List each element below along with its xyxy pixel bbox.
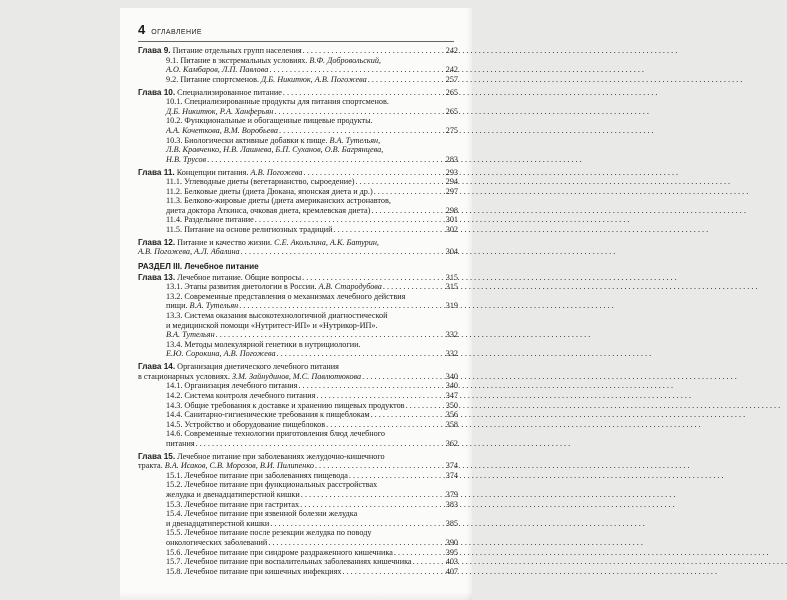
- section-entry: [138, 340, 458, 359]
- entry-line: [166, 480, 440, 490]
- entry-text: [138, 372, 361, 382]
- section-entry: [138, 116, 458, 135]
- page-ref: 275: [445, 125, 458, 135]
- section-title: онкологических заболеваний: [166, 538, 268, 548]
- dot-leader: [304, 168, 439, 178]
- entry-text: [166, 282, 382, 292]
- dot-leader: [298, 381, 439, 391]
- dot-leader: [207, 155, 439, 165]
- chapter-title: Лечебное питание при заболеваниях желудочно-кишечного: [175, 451, 385, 461]
- entry-text: [166, 65, 268, 75]
- leader-line: [166, 471, 440, 481]
- dot-leader: [368, 75, 439, 85]
- chapter-title: Лечебное питание. Общие вопросы: [175, 272, 302, 282]
- section-title: 11.5. Питание на основе религиозных традиций: [166, 225, 333, 235]
- entry-line: [166, 145, 440, 155]
- section-title: и двенадцатиперстной кишки: [166, 518, 270, 528]
- page-ref: 302: [445, 225, 458, 235]
- entry-text: [138, 46, 302, 56]
- section-title: 9.1. Питание в экстремальных условиях.: [166, 55, 310, 65]
- section-title: 11.1. Углеводные диеты (вегетарианство, сыроедение): [166, 177, 355, 187]
- entry-text: [166, 391, 315, 401]
- entry-text: [138, 168, 303, 178]
- dot-leader: [255, 215, 439, 225]
- dot-leader: [216, 330, 439, 340]
- chapter-label: Глава 12.: [138, 237, 176, 247]
- section-entry: [138, 136, 458, 165]
- page-ref: 395: [445, 547, 458, 557]
- page-ref: 340: [445, 371, 458, 381]
- section-authors: А.А. Кочеткова, В.М. Воробьева: [166, 125, 278, 135]
- page-ref: 293: [445, 167, 458, 177]
- section-title: 15.2. Лечебное питание при функциональных расстройствах: [166, 480, 378, 490]
- dot-leader: [301, 490, 439, 500]
- entry-text: [166, 439, 195, 449]
- leader-line: [166, 126, 440, 136]
- page-ref: 332: [445, 330, 458, 340]
- section-title: 15.7. Лечебное питание при воспалительных заболеваниях кишечника: [166, 557, 412, 567]
- section-title: 13.1. Этапы развития диетологии в России.: [166, 282, 319, 292]
- page-ref: 242: [445, 65, 458, 75]
- section-title: 9.2. Питание спортсменов.: [166, 74, 262, 84]
- entry-line: [166, 97, 440, 107]
- entry-line: [138, 238, 440, 248]
- entry-text: [166, 155, 206, 165]
- dot-leader: [356, 177, 439, 187]
- section-entry: [138, 225, 458, 235]
- chapter-authors: В.А. Исаков, С.В. Морозов, В.И. Пилипенко: [164, 461, 314, 471]
- section-title: 13.4. Методы молекулярной генетики в нутрициологии.: [166, 339, 361, 349]
- page-ref: 315: [445, 272, 458, 282]
- section-entry: [138, 381, 458, 391]
- section-title: 15.8. Лечебное питание при кишечных инфекциях: [166, 566, 342, 576]
- section-title: 10.2. Функциональные и обогащенные пищевые продукты.: [166, 116, 373, 126]
- section-title: 15.1. Лечебное питание при заболеваниях пищевода: [166, 470, 348, 480]
- leader-line: [138, 88, 440, 98]
- section-title: 11.3. Белково-жировые диеты (диета американских астронавтов,: [166, 196, 391, 206]
- entry-line: [166, 116, 440, 126]
- leader-line: [166, 65, 440, 75]
- entry-text: [166, 215, 254, 225]
- page-ref: 294: [445, 177, 458, 187]
- entry-text: [138, 273, 301, 283]
- section-entry: [138, 196, 458, 215]
- page-ref: 362: [445, 438, 458, 448]
- leader-line: [166, 439, 440, 449]
- section-authors: В.А. Тутельян,: [329, 135, 381, 145]
- entry-text: [166, 420, 325, 430]
- section-title: 15.3. Лечебное питание при гастритах: [166, 499, 300, 509]
- running-head: ОГЛАВЛЕНИЕ: [151, 29, 202, 36]
- entry-text: [138, 247, 240, 257]
- chapter-label: Глава 13.: [138, 272, 176, 282]
- chapter-entry: [138, 238, 458, 257]
- entry-text: [166, 301, 238, 311]
- entry-text: [166, 177, 355, 187]
- page-ref: 379: [445, 490, 458, 500]
- leader-line: [138, 273, 440, 283]
- section-title: 10.3. Биологически активные добавки к пище.: [166, 135, 330, 145]
- entry-line: [166, 311, 440, 321]
- section-title: 14.1. Организация лечебного питания: [166, 381, 298, 391]
- dot-leader: [270, 519, 439, 529]
- dot-leader: [413, 557, 439, 567]
- dot-leader: [342, 567, 439, 577]
- page-ref: 350: [445, 400, 458, 410]
- leader-line: [138, 247, 440, 257]
- section-entry: [138, 557, 458, 567]
- leader-line: [166, 519, 440, 529]
- chapter-entry: [138, 273, 458, 283]
- section-entry: [138, 97, 458, 116]
- chapter-label: Глава 10.: [138, 87, 176, 97]
- dot-leader: [302, 273, 439, 283]
- entry-text: [166, 567, 341, 577]
- section-authors: В.А. Тутельян: [166, 330, 215, 340]
- page-ref: 265: [445, 106, 458, 116]
- section-authors: В.А. Тутельян: [189, 301, 239, 311]
- page-ref: 383: [445, 499, 458, 509]
- dot-leader: [303, 46, 439, 56]
- leader-line: [166, 490, 440, 500]
- page-edge-shadow: [120, 592, 472, 600]
- leader-line: [166, 155, 440, 165]
- leader-line: [166, 330, 440, 340]
- section-entry: [138, 311, 458, 340]
- section-entry: [138, 56, 458, 75]
- chapter-title: Питание отдельных групп населения: [170, 46, 302, 55]
- dot-leader: [300, 500, 439, 510]
- dot-leader: [196, 439, 439, 449]
- leader-line: [166, 206, 440, 216]
- chapter-entry: [138, 46, 458, 56]
- chapter-label: Глава 15.: [138, 451, 176, 461]
- dot-leader: [371, 206, 439, 216]
- section-title: 10.1. Специализированные продукты для питания спортсменов.: [166, 97, 389, 107]
- entry-line: [166, 340, 440, 350]
- leader-line: [166, 538, 440, 548]
- chapter-entry: [138, 362, 458, 381]
- section-entry: [138, 420, 458, 430]
- page-ref: 332: [445, 349, 458, 359]
- page-ref: 301: [445, 215, 458, 225]
- page-ref: 385: [445, 518, 458, 528]
- chapter-title-cont: в стационарных условиях.: [138, 371, 232, 381]
- leader-line: [166, 567, 440, 577]
- section-entry: [138, 177, 458, 187]
- section-title: 15.4. Лечебное питание при язвенной болезни желудка: [166, 509, 358, 519]
- section-title: 15.5. Лечебное питание после резекции желудка по поводу: [166, 528, 372, 538]
- section-title: 14.5. Устройство и оборудование пищеблоков: [166, 419, 326, 429]
- dot-leader: [274, 107, 439, 117]
- chapter-label: Глава 11.: [138, 167, 175, 177]
- entry-text: [166, 548, 393, 558]
- entry-line: [166, 528, 440, 538]
- dot-leader: [374, 187, 439, 197]
- page-ref: 265: [445, 87, 458, 97]
- dot-leader: [394, 548, 439, 558]
- section-entry: [138, 282, 458, 292]
- entry-text: [166, 538, 267, 548]
- section-entry: [138, 528, 458, 547]
- page-ref: 374: [445, 470, 458, 480]
- section-title: желудка и двенадцатиперстной кишки: [166, 490, 300, 500]
- page-ref: 358: [445, 419, 458, 429]
- leader-line: [166, 225, 440, 235]
- section-entry: [138, 567, 458, 577]
- entry-text: [166, 107, 273, 117]
- chapter-label: Глава 14.: [138, 362, 176, 372]
- section-title: пищи.: [166, 301, 190, 311]
- leader-line: [166, 401, 440, 411]
- page-ref: 315: [445, 282, 458, 292]
- section-authors: А.В. Стародубова: [318, 282, 382, 292]
- section-heading: РАЗДЕЛ III. Лечебное питание: [138, 262, 259, 272]
- chapter-authors: С.Е. Акользина, А.К. Батурин,: [274, 237, 379, 247]
- dot-leader: [277, 349, 439, 359]
- section-entry: [138, 187, 458, 197]
- leader-line: [166, 75, 440, 85]
- dot-leader: [268, 538, 439, 548]
- section-entry: [138, 480, 458, 499]
- leader-line: [138, 372, 440, 382]
- section-entry: [138, 75, 458, 85]
- leader-line: [138, 168, 440, 178]
- chapter-title: Специализированное питание: [175, 87, 282, 97]
- toc-part-a: [138, 46, 458, 257]
- dot-leader: [334, 225, 439, 235]
- entry-text: [166, 519, 269, 529]
- leader-line: [166, 410, 440, 420]
- leader-line: [166, 177, 440, 187]
- page-ref: 319: [445, 301, 458, 311]
- dot-leader: [315, 461, 439, 471]
- entry-text: [166, 381, 297, 391]
- section-authors: Д.Б. Никитюк, А.В. Погожева: [261, 74, 367, 84]
- section-entry: [138, 401, 458, 411]
- page-ref: 298: [445, 205, 458, 215]
- section-authors: Н.В. Трусов: [166, 154, 207, 164]
- section-title: 14.6. Современные технологии приготовления блюд лечебного: [166, 429, 385, 439]
- entry-text: [166, 471, 348, 481]
- entry-line: [138, 452, 440, 462]
- chapter-title: Питание и качество жизни.: [175, 237, 275, 247]
- entry-line: [166, 429, 440, 439]
- entry-line: [166, 321, 440, 331]
- section-title: 11.4. Раздельное питание: [166, 215, 254, 225]
- leader-line: [166, 349, 440, 359]
- entry-text: [166, 410, 370, 420]
- section-title: питания: [166, 438, 195, 448]
- entry-text: [138, 461, 314, 471]
- page-ref: 374: [445, 461, 458, 471]
- entry-text: [166, 126, 278, 136]
- dot-leader: [326, 420, 439, 430]
- page-ref: 304: [445, 247, 458, 257]
- section-title: 14.4. Санитарно-гигиенические требования к пищеблокам: [166, 410, 370, 420]
- section-title: и медицинской помощи «Нутритест-ИП» и «Нутрикор-ИП».: [166, 320, 378, 330]
- leader-line: [166, 187, 440, 197]
- leader-line: [166, 381, 440, 391]
- entry-line: [138, 362, 440, 372]
- section-title: 13.2. Современные представления о механизмах лечебного действия: [166, 291, 406, 301]
- leader-line: [166, 500, 440, 510]
- section-authors: Л.В. Кравченко, Н.В. Лашнева, Б.П. Суханов, О.В. Багрянцева,: [166, 145, 384, 155]
- table-of-contents: [138, 46, 458, 576]
- entry-text: [166, 557, 412, 567]
- leader-line: [166, 215, 440, 225]
- entry-text: [138, 88, 282, 98]
- section-authors: Е.Ю. Сорокина, А.В. Погожева: [166, 349, 276, 359]
- entry-text: [166, 490, 300, 500]
- page-header: [138, 22, 454, 37]
- section-authors: Д.Б. Никитюк, Р.А. Ханферьян: [166, 106, 274, 116]
- leader-line: [166, 282, 440, 292]
- dot-leader: [241, 247, 439, 257]
- section-entry: [138, 509, 458, 528]
- page-ref: 347: [445, 390, 458, 400]
- chapter-entry: [138, 88, 458, 98]
- section-title: диета доктора Аткинса, очковая диета, кремлевская диета): [166, 205, 371, 215]
- chapter-authors: З.М. Зайнудинов, М.С. Павлютюкова: [231, 371, 362, 381]
- dot-leader: [349, 471, 439, 481]
- dot-leader: [362, 372, 439, 382]
- dot-leader: [406, 401, 439, 411]
- entry-text: [166, 401, 405, 411]
- entry-text: [166, 225, 333, 235]
- chapter-title: Концепции питания.: [174, 167, 251, 177]
- section-entry: [138, 391, 458, 401]
- page-ref: 403: [445, 557, 458, 567]
- page-ref: 340: [445, 381, 458, 391]
- section-entry: [138, 471, 458, 481]
- section-title: 14.3. Общие требования к доставке и хранению пищевых продуктов: [166, 400, 405, 410]
- dot-leader: [383, 282, 439, 292]
- dot-leader: [239, 301, 439, 311]
- entry-line: [166, 56, 440, 66]
- chapter-authors: А.В. Погожева: [250, 167, 303, 177]
- section-title: 15.6. Лечебное питание при синдроме раздраженного кишечника: [166, 547, 393, 557]
- page-ref: 242: [445, 46, 458, 55]
- section-title: 14.2. Система контроля лечебного питания: [166, 390, 316, 400]
- entry-text: [166, 75, 367, 85]
- section-title: 11.2. Белковые диеты (диета Дюкана, японская диета и др.): [166, 186, 373, 196]
- entry-text: [166, 206, 370, 216]
- chapter-title-cont: тракта.: [138, 461, 165, 471]
- entry-text: [166, 349, 276, 359]
- dot-leader: [316, 391, 439, 401]
- entry-line: [166, 196, 440, 206]
- entry-line: [166, 136, 440, 146]
- page-ref: 257: [445, 74, 458, 84]
- page-ref: 297: [445, 186, 458, 196]
- dot-leader: [371, 410, 439, 420]
- chapter-entry: [138, 452, 458, 471]
- leader-line: [166, 557, 440, 567]
- section-entry: [138, 548, 458, 558]
- header-rule: [138, 41, 454, 42]
- section-title: 13.3. Система оказания высокотехнологичной диагностической: [166, 311, 388, 320]
- leader-line: [166, 548, 440, 558]
- leader-line: [166, 391, 440, 401]
- page-ref: 283: [445, 154, 458, 164]
- chapter-entry: [138, 168, 458, 178]
- entry-text: [166, 500, 299, 510]
- entry-line: [166, 509, 440, 519]
- chapter-title: Организация диетического лечебного питания: [175, 362, 339, 372]
- leader-line: [166, 301, 440, 311]
- dot-leader: [283, 88, 439, 98]
- section-entry: [138, 500, 458, 510]
- section-entry: [138, 215, 458, 225]
- entry-text: [166, 330, 215, 340]
- entry-text: [166, 187, 373, 197]
- leader-line: [166, 107, 440, 117]
- page-ref: 356: [445, 410, 458, 420]
- leader-line: [138, 46, 440, 56]
- page-number: 4: [138, 22, 146, 37]
- dot-leader: [279, 126, 439, 136]
- section-entry: [138, 429, 458, 448]
- section-authors: А.О. Камбаров, Л.П. Павлова: [166, 65, 269, 75]
- leader-line: [166, 420, 440, 430]
- entry-line: [166, 292, 440, 302]
- section-entry: [138, 410, 458, 420]
- chapter-label: Глава 9.: [138, 46, 171, 55]
- section-authors: В.Ф. Добровольский,: [309, 55, 381, 65]
- toc-part-b: [138, 273, 458, 577]
- dot-leader: [269, 65, 439, 75]
- chapter-authors-cont: А.В. Погожева, А.Л. Абалина: [138, 247, 240, 257]
- section-entry: [138, 292, 458, 311]
- page-ref: 407: [445, 566, 458, 576]
- page-ref: 390: [445, 538, 458, 548]
- leader-line: [138, 461, 440, 471]
- book-page: [120, 8, 472, 600]
